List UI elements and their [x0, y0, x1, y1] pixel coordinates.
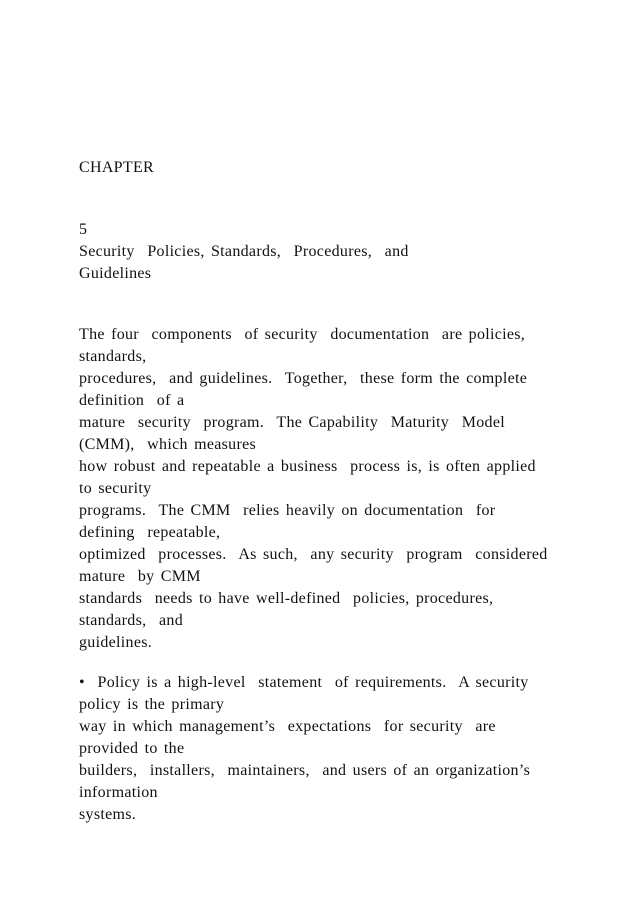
- intro-paragraph-line: to security: [79, 480, 152, 497]
- chapter-title-line: Guidelines: [79, 265, 152, 282]
- intro-paragraph-line: standards,: [79, 348, 147, 365]
- chapter-label: CHAPTER: [79, 159, 154, 176]
- intro-paragraph-line: optimized processes. As such, any security program considered: [79, 546, 548, 563]
- bullet-paragraph-line: provided to the: [79, 740, 185, 757]
- bullet-paragraph-line: information: [79, 784, 158, 801]
- bullet-paragraph-line: systems.: [79, 806, 137, 823]
- intro-paragraph-line: (CMM), which measures: [79, 436, 257, 453]
- chapter-title-line: Security Policies, Standards, Procedures, and: [79, 243, 409, 260]
- bullet-paragraph-line: builders, installers, maintainers, and users of an organization’s: [79, 762, 531, 779]
- chapter-number: 5: [79, 221, 88, 238]
- intro-paragraph-line: guidelines.: [79, 634, 153, 651]
- intro-paragraph-line: mature security program. The Capability Maturity Model: [79, 414, 505, 431]
- intro-paragraph-line: procedures, and guidelines. Together, these form the complete: [79, 370, 528, 387]
- intro-paragraph-line: mature by CMM: [79, 568, 201, 585]
- intro-paragraph-line: how robust and repeatable a business process is, is often applied: [79, 458, 536, 475]
- intro-paragraph-line: definition of a: [79, 392, 185, 409]
- intro-paragraph-line: defining repeatable,: [79, 524, 221, 541]
- intro-paragraph-line: programs. The CMM relies heavily on documentation for: [79, 502, 496, 519]
- intro-paragraph-line: The four components of security documentation are policies,: [79, 326, 526, 343]
- bullet-paragraph-line: • Policy is a high-level statement of requirements. A security: [79, 674, 529, 691]
- bullet-paragraph-line: policy is the primary: [79, 696, 225, 713]
- bullet-paragraph-line: way in which management’s expectations for security are: [79, 718, 496, 735]
- intro-paragraph-line: standards, and: [79, 612, 184, 629]
- intro-paragraph-line: standards needs to have well-defined policies, procedures,: [79, 590, 494, 607]
